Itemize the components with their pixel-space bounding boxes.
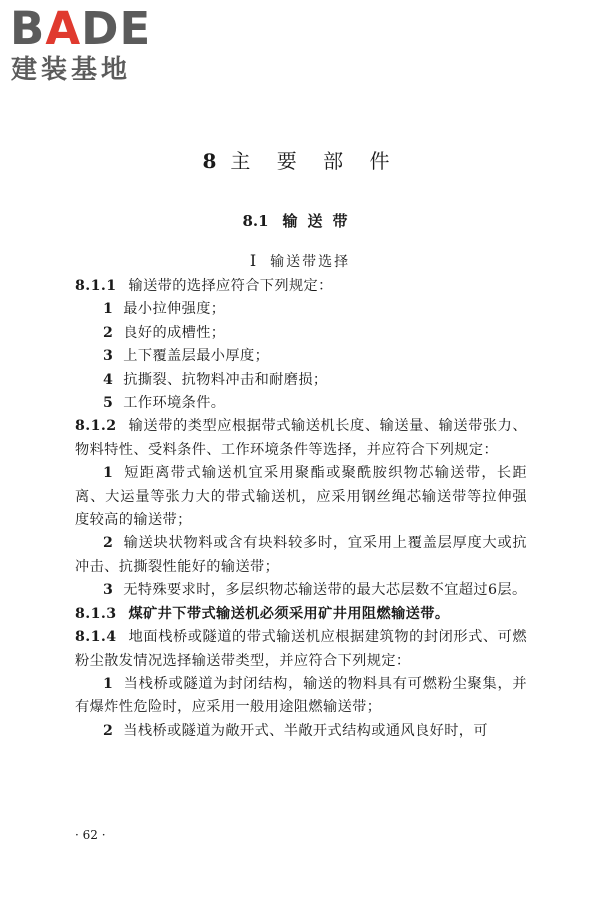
clause-8-1-2	[75, 415, 527, 462]
bade-logo	[10, 2, 180, 86]
list-item: 1 当栈桥或隧道为封闭结构，输送的物料具有可燃粉尘聚集，并有爆炸性危险时，应采用一般用途阻燃输送带；	[75, 675, 527, 716]
list-item: 5 工作环境条件。	[103, 395, 226, 412]
subsection-name: 输送带选择	[270, 254, 351, 270]
logo-subtitle: 建装基地	[11, 55, 132, 85]
chapter-number: 8	[202, 149, 217, 173]
clause-text: 输送带的类型应根据带式输送机长度、输送量、输送带张力、物料特性、受料条件、工作环境条件等选择，并应符合下列规定：	[75, 418, 527, 458]
clause-8-1-4	[75, 626, 527, 673]
clause-text: 输送带的选择应符合下列规定：	[128, 278, 333, 294]
logo-wordmark: BADE	[10, 2, 152, 55]
list-item: 1 最小拉伸强度；	[103, 301, 226, 318]
list-item: 2 良好的成槽性；	[103, 324, 226, 341]
section-title	[0, 211, 600, 231]
page-number: · 62 ·	[75, 828, 106, 842]
chapter-title	[0, 148, 600, 174]
clause-text: 地面栈桥或隧道的带式输送机应根据建筑物的封闭形式、可燃粉尘散发情况选择输送带类型，并应符合下列规定：	[75, 629, 527, 669]
clause-number: 8.1.4	[75, 629, 117, 646]
clause-number: 8.1.3	[75, 605, 117, 622]
chapter-name: 主 要 部 件	[230, 149, 398, 173]
clause-8-1-1	[75, 275, 527, 298]
list-item: 2 输送块状物料或含有块料较多时，宜采用上覆盖层厚度大或抗冲击、抗撕裂性能好的输送带；	[75, 535, 527, 575]
list-item: 2 当栈桥或隧道为敞开式、半敞开式结构或通风良好时，可	[103, 722, 488, 739]
list-item: 4 抗撕裂、抗物料冲击和耐磨损；	[103, 371, 328, 388]
clause-8-1-3	[75, 603, 527, 626]
list-item: 3 上下覆盖层最小厚度；	[103, 348, 270, 365]
subsection-title	[0, 251, 600, 272]
list-item: 1 短距离带式输送机宜采用聚酯或聚酰胺织物芯输送带，长距离、大运量等张力大的带式输送机，应采用钢丝绳芯输送带等拉伸强度较高的输送带；	[75, 465, 527, 529]
subsection-number: Ⅰ	[249, 251, 257, 270]
clause-number: 8.1.2	[75, 418, 117, 435]
list-item: 3 无特殊要求时，多层织物芯输送带的最大芯层数不宜超过6层。	[103, 582, 527, 599]
clause-text: 煤矿井下带式输送机必须采用矿井用阻燃输送带。	[128, 605, 450, 622]
clause-number: 8.1.1	[75, 278, 117, 294]
section-name: 输送带	[282, 212, 358, 230]
section-number: 8.1	[242, 212, 269, 230]
document-body	[75, 275, 527, 743]
